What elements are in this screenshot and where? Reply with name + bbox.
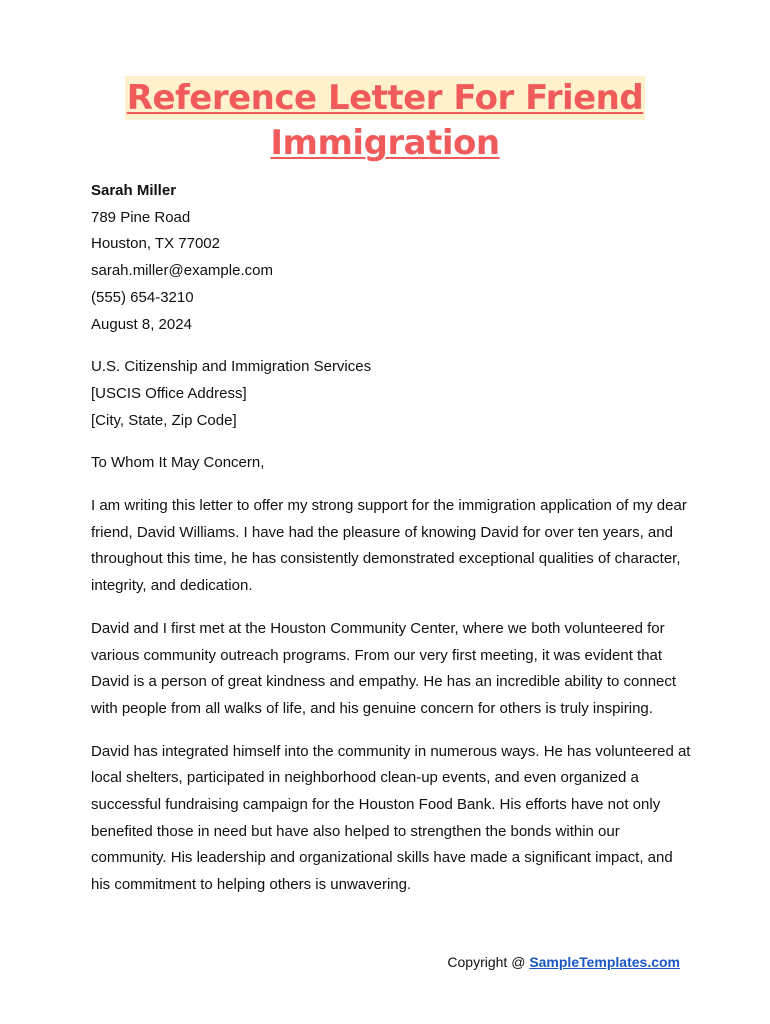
sender-phone: (555) 654-3210 [91, 288, 194, 306]
recipient-address: [USCIS Office Address] [91, 384, 247, 402]
letter-body [91, 178, 691, 899]
sender-street: 789 Pine Road [91, 208, 191, 226]
sender-city: Houston, TX 77002 [91, 235, 220, 253]
copyright-footer [447, 952, 680, 972]
recipient-city: [City, State, Zip Code] [91, 411, 237, 429]
sender-name: Sarah Miller [91, 182, 177, 199]
recipient-org: U.S. Citizenship and Immigration Services [91, 358, 372, 376]
sender-email: sarah.miller@example.com [91, 262, 273, 280]
page-title [0, 76, 770, 166]
letter-date: August 8, 2024 [91, 315, 192, 333]
paragraph-1: I am writing this letter to offer my strong support for the immigration application of my dear friend, David Williams. I have had the pleasure of knowing David for over ten years, and throughout this time, he has consistently demonstrated exceptional qualities of character, integrity, and dedication. [91, 497, 687, 595]
paragraph-2: David and I first met at the Houston Community Center, where we both volunteered for various community outreach programs. From our very first meeting, it was evident that David is a person of great kindness and empathy. He has an incredible ability to connect with people from all walks of life, and his genuine concern for others is truly inspiring. [91, 619, 677, 717]
sampletemplates-link[interactable]: SampleTemplates.com [529, 954, 680, 970]
title-line-1: Reference Letter For Friend [126, 78, 644, 118]
copyright-prefix: Copyright @ [447, 954, 530, 970]
recipient-block [91, 354, 691, 434]
paragraph-3: David has integrated himself into the community in numerous ways. He has volunteered at local shelters, participated in neighborhood clean-up events, and even organized a successful fundraising campaign for the Houston Food Bank. His efforts have not only benefited those in need but have also helped to strengthen the bonds within our community. His leadership and organizational skills have made a significant impact, and his commitment to helping others is unwavering. [91, 742, 691, 894]
salutation: To Whom It May Concern, [91, 454, 265, 472]
sender-block [91, 178, 691, 338]
title-line-2: Immigration [270, 123, 500, 163]
